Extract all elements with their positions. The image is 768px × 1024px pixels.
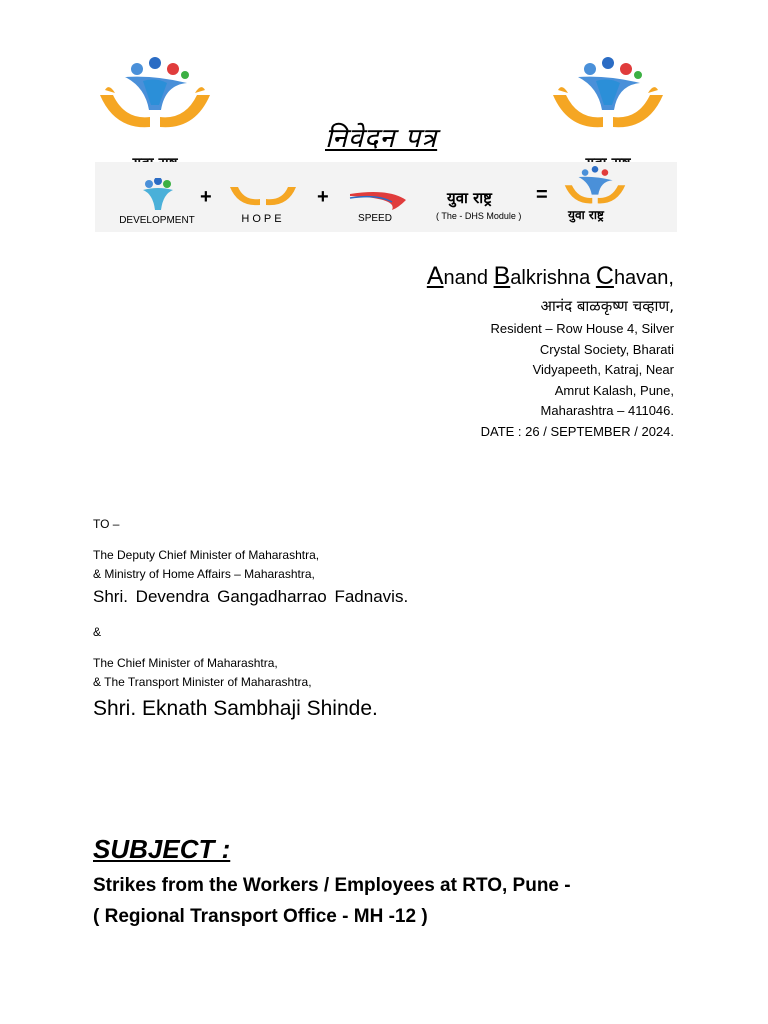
sender-name-devanagari: आनंद बाळकृष्ण चव्हाण,	[540, 297, 674, 315]
address-line: Resident – Row House 4, Silver	[490, 321, 674, 336]
sender-initial: C	[595, 262, 614, 290]
yuva-rashtra-result-icon	[562, 166, 628, 210]
address-line: Vidyapeeth, Katraj, Near	[532, 362, 674, 377]
left-logo	[95, 55, 215, 173]
module-caption: ( The - DHS Module )	[436, 211, 522, 221]
recipient-1-title: & Ministry of Home Affairs – Maharashtra,	[93, 567, 315, 581]
sender-initial: B	[493, 262, 511, 290]
recipient-2-name: Shri. Eknath Sambhaji Shinde.	[93, 697, 378, 720]
address-line: Amrut Kalash, Pune,	[554, 383, 674, 398]
sender-name	[427, 262, 674, 291]
speed-label: SPEED	[358, 213, 392, 224]
right-logo	[548, 55, 668, 173]
address-line: Crystal Society, Bharati	[539, 342, 674, 357]
development-icon	[135, 178, 181, 214]
sender-name-part: havan,	[613, 267, 674, 289]
plus-sign: +	[200, 186, 212, 208]
subject-line: ( Regional Transport Office - MH -12 )	[93, 906, 428, 927]
ampersand: &	[93, 625, 102, 639]
equals-sign: =	[536, 184, 548, 206]
yuva-rashtra-logo-icon	[548, 55, 668, 155]
result-text: युवा राष्ट्र	[568, 208, 604, 222]
subject-label: SUBJECT :	[93, 834, 231, 864]
sender-initial: A	[426, 262, 444, 290]
hope-label: HOPE	[241, 213, 285, 225]
module-name: युवा राष्ट्र	[447, 189, 492, 207]
sender-name-part: nand	[443, 267, 494, 289]
plus-sign: +	[317, 186, 329, 208]
page-title: निवेदन पत्र	[325, 123, 438, 154]
yuva-rashtra-logo-icon	[95, 55, 215, 155]
sender-name-part: alkrishna	[510, 267, 596, 289]
hope-hands-icon	[228, 183, 298, 209]
recipient-1-name: Shri. Devendra Gangadharrao Fadnavis.	[93, 587, 409, 606]
recipient-2-title: The Chief Minister of Maharashtra,	[93, 656, 278, 670]
recipient-1-title: The Deputy Chief Minister of Maharashtra,	[93, 548, 320, 562]
subject-line: Strikes from the Workers / Employees at RTO, Pune -	[93, 875, 571, 896]
letter-date: DATE : 26 / SEPTEMBER / 2024.	[480, 424, 674, 439]
recipient-2-title: & The Transport Minister of Maharashtra,	[93, 675, 312, 689]
to-label: TO –	[93, 517, 120, 531]
development-label: DEVELOPMENT	[119, 215, 195, 226]
speed-swoosh-icon	[348, 188, 408, 212]
address-line: Maharashtra – 411046.	[540, 403, 674, 418]
